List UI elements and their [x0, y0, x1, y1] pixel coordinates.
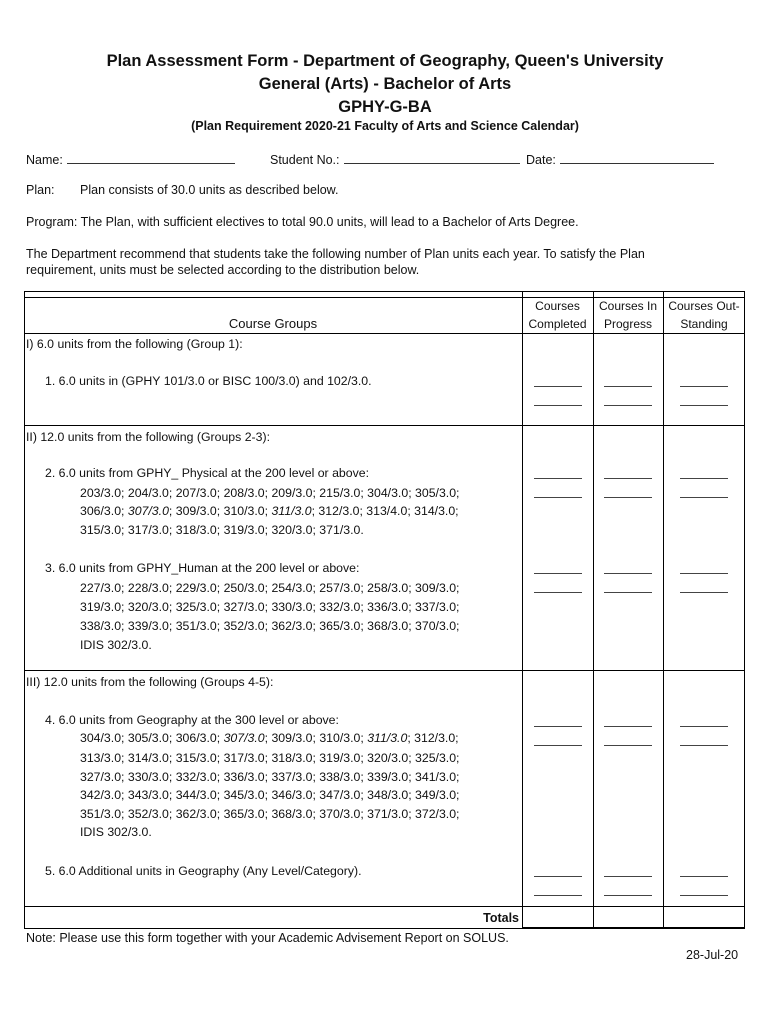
totals-in-progress-box[interactable]	[593, 906, 664, 928]
item-1-outstanding-blank-2[interactable]	[680, 405, 728, 407]
item-4-courses-5: 351/3.0; 352/3.0; 362/3.0; 365/3.0; 368/3.0; 370/3.0; 371/3.0; 372/3.0;	[80, 807, 460, 821]
item-5-completed-blank-2[interactable]	[534, 895, 582, 897]
col-divider-1	[522, 291, 523, 929]
item-5-in-progress-blank-1[interactable]	[604, 876, 652, 878]
item-3-courses-4: IDIS 302/3.0.	[80, 638, 152, 652]
item-3-completed-blank-2[interactable]	[534, 592, 582, 594]
student-no-label: Student No.:	[270, 153, 340, 167]
totals-outstanding-box[interactable]	[663, 906, 745, 928]
program-text: Program: The Plan, with sufficient electives to total 90.0 units, will lead to a Bachelor of Arts Degree.	[26, 215, 579, 229]
plan-label: Plan:	[26, 183, 55, 197]
plan-text: Plan consists of 30.0 units as described below.	[80, 183, 339, 197]
name-label: Name:	[26, 153, 63, 167]
recommend-line-2: requirement, units must be selected according to the distribution below.	[26, 263, 420, 277]
item-5-in-progress-blank-2[interactable]	[604, 895, 652, 897]
item-1-outstanding-blank-1[interactable]	[680, 386, 728, 388]
recommend-line-1: The Department recommend that students take the following number of Plan units each year. To satisfy the Plan	[26, 247, 645, 261]
group-1-rule	[24, 425, 745, 426]
item-1: 1. 6.0 units in (GPHY 101/3.0 or BISC 100/3.0) and 102/3.0.	[45, 374, 372, 388]
date-field-row	[526, 151, 714, 167]
item-1-completed-blank-1[interactable]	[534, 386, 582, 388]
calendar-subtitle: (Plan Requirement 2020-21 Faculty of Arts and Science Calendar)	[191, 119, 579, 133]
item-3-outstanding-blank-1[interactable]	[680, 573, 728, 575]
item-4-courses-1: 304/3.0; 305/3.0; 306/3.0; 307/3.0; 309/3.0; 310/3.0; 311/3.0; 312/3.0;	[80, 731, 459, 745]
item-3-courses-1: 227/3.0; 228/3.0; 229/3.0; 250/3.0; 254/3.0; 257/3.0; 258/3.0; 309/3.0;	[80, 581, 460, 595]
degree-title: General (Arts) - Bachelor of Arts	[258, 75, 512, 93]
group-1-heading: I) 6.0 units from the following (Group 1):	[26, 337, 243, 351]
in-progress-header-2: Progress	[603, 317, 653, 331]
form-title: Plan Assessment Form - Department of Geography, Queen's University	[106, 52, 664, 70]
course-groups-header: Course Groups	[228, 316, 318, 331]
item-3-courses-2: 319/3.0; 320/3.0; 325/3.0; 327/3.0; 330/3.0; 332/3.0; 336/3.0; 337/3.0;	[80, 600, 460, 614]
item-4-courses-2: 313/3.0; 314/3.0; 315/3.0; 317/3.0; 318/3.0; 319/3.0; 320/3.0; 325/3.0;	[80, 751, 460, 765]
date-input-line[interactable]	[560, 151, 714, 164]
item-4-outstanding-blank-1[interactable]	[680, 726, 728, 728]
name-input-line[interactable]	[67, 151, 235, 164]
totals-completed-box[interactable]	[522, 906, 594, 928]
header-top-rule	[24, 297, 745, 298]
footer-date: 28-Jul-20	[686, 948, 739, 962]
col-divider-2	[593, 291, 594, 929]
plan-code: GPHY-G-BA	[338, 98, 432, 116]
item-4-in-progress-blank-2[interactable]	[604, 745, 652, 747]
in-progress-header-1: Courses In	[598, 299, 658, 313]
item-2-in-progress-blank-1[interactable]	[604, 478, 652, 480]
outstanding-header-2: Standing	[680, 317, 728, 331]
item-2-completed-blank-2[interactable]	[534, 497, 582, 499]
group-3-heading: III) 12.0 units from the following (Groups 4-5):	[26, 675, 274, 689]
item-2-courses-1: 203/3.0; 204/3.0; 207/3.0; 208/3.0; 209/3.0; 215/3.0; 304/3.0; 305/3.0;	[80, 486, 460, 500]
item-3-in-progress-blank-2[interactable]	[604, 592, 652, 594]
student-no-field-row	[270, 151, 520, 167]
group-2-heading: II) 12.0 units from the following (Groups 2-3):	[26, 430, 270, 444]
group-2-rule	[24, 670, 745, 671]
date-label: Date:	[526, 153, 556, 167]
item-3-completed-blank-1[interactable]	[534, 573, 582, 575]
item-4: 4. 6.0 units from Geography at the 300 level or above:	[45, 713, 339, 727]
completed-header-1: Courses	[535, 299, 580, 313]
header-bottom-rule	[24, 333, 745, 334]
name-field-row	[26, 151, 235, 167]
item-2-completed-blank-1[interactable]	[534, 478, 582, 480]
item-4-courses-6: IDIS 302/3.0.	[80, 825, 152, 839]
item-5: 5. 6.0 Additional units in Geography (Any Level/Category).	[45, 864, 362, 878]
item-4-completed-blank-1[interactable]	[534, 726, 582, 728]
item-4-outstanding-blank-2[interactable]	[680, 745, 728, 747]
item-2-outstanding-blank-1[interactable]	[680, 478, 728, 480]
footer-note: Note: Please use this form together with your Academic Advisement Report on SOLUS.	[26, 931, 509, 945]
item-5-completed-blank-1[interactable]	[534, 876, 582, 878]
outstanding-header-1: Courses Out-	[668, 299, 740, 313]
item-2-courses-3: 315/3.0; 317/3.0; 318/3.0; 319/3.0; 320/3.0; 371/3.0.	[80, 523, 364, 537]
completed-header-2: Completed	[528, 317, 587, 331]
item-4-in-progress-blank-1[interactable]	[604, 726, 652, 728]
item-4-completed-blank-2[interactable]	[534, 745, 582, 747]
item-3-outstanding-blank-2[interactable]	[680, 592, 728, 594]
item-1-completed-blank-2[interactable]	[534, 405, 582, 407]
item-1-in-progress-blank-2[interactable]	[604, 405, 652, 407]
item-1-in-progress-blank-1[interactable]	[604, 386, 652, 388]
col-divider-3	[663, 291, 664, 929]
item-4-courses-4: 342/3.0; 343/3.0; 344/3.0; 345/3.0; 346/3.0; 347/3.0; 348/3.0; 349/3.0;	[80, 788, 460, 802]
item-2-courses-2: 306/3.0; 307/3.0; 309/3.0; 310/3.0; 311/3.0; 312/3.0; 313/4.0; 314/3.0;	[80, 504, 459, 518]
item-3-in-progress-blank-1[interactable]	[604, 573, 652, 575]
item-3: 3. 6.0 units from GPHY_Human at the 200 level or above:	[45, 561, 360, 575]
item-2: 2. 6.0 units from GPHY_ Physical at the 200 level or above:	[45, 466, 369, 480]
item-5-outstanding-blank-1[interactable]	[680, 876, 728, 878]
student-no-input-line[interactable]	[344, 151, 520, 164]
item-3-courses-3: 338/3.0; 339/3.0; 351/3.0; 352/3.0; 362/3.0; 365/3.0; 368/3.0; 370/3.0;	[80, 619, 460, 633]
item-5-outstanding-blank-2[interactable]	[680, 895, 728, 897]
item-2-outstanding-blank-2[interactable]	[680, 497, 728, 499]
item-4-courses-3: 327/3.0; 330/3.0; 332/3.0; 336/3.0; 337/3.0; 338/3.0; 339/3.0; 341/3.0;	[80, 770, 460, 784]
item-2-in-progress-blank-2[interactable]	[604, 497, 652, 499]
totals-label: Totals	[483, 911, 519, 925]
